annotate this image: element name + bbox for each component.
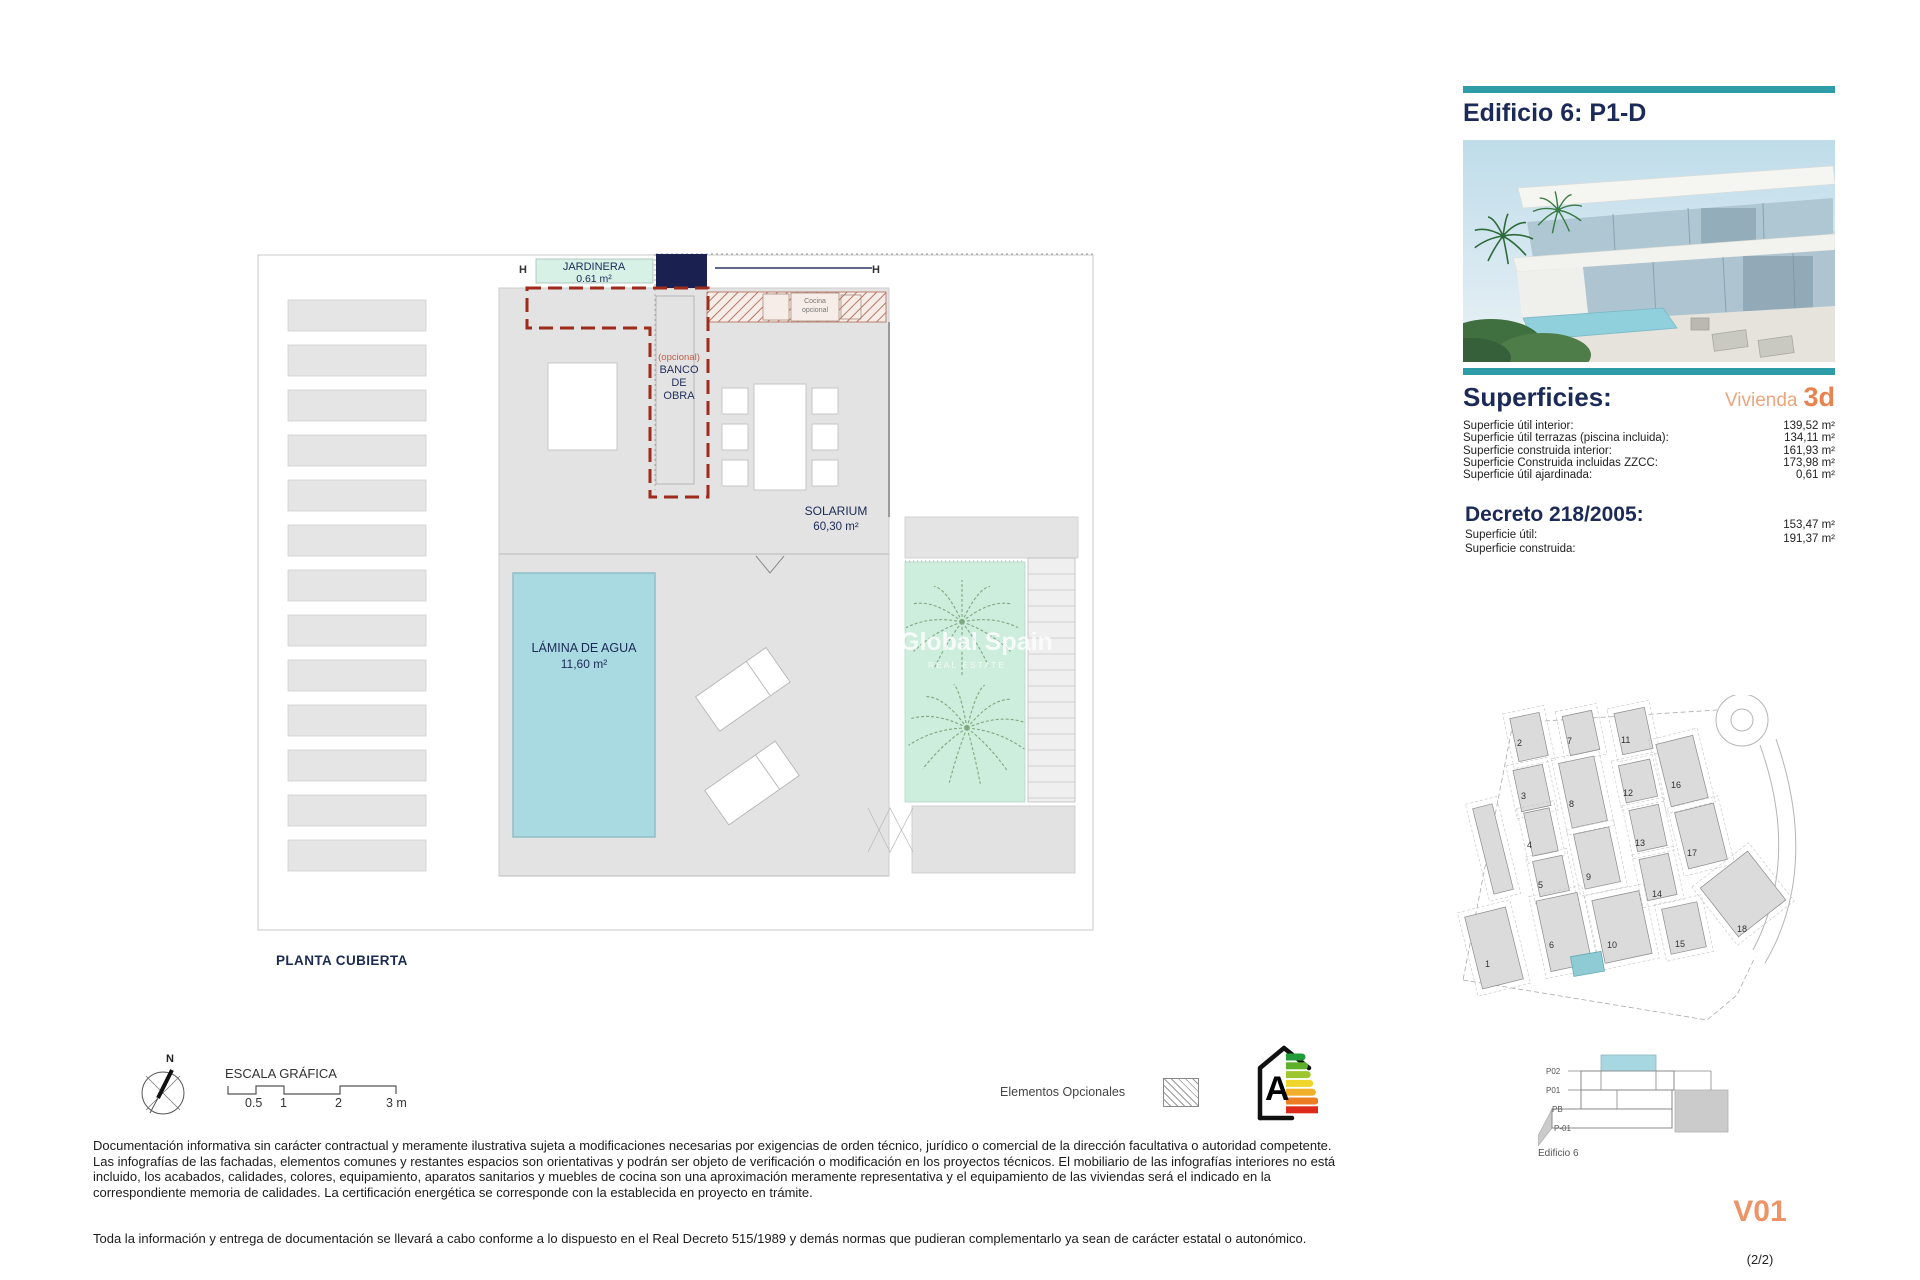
energy-rating-icon	[1246, 1038, 1318, 1122]
teal-divider	[1463, 368, 1835, 375]
hatch-box-label: opcional	[801, 307, 829, 314]
scale-title: ESCALA GRÁFICA	[225, 1066, 337, 1081]
siteplan-plot-number: 4	[1527, 840, 1533, 850]
outdoor-dining-set	[722, 384, 838, 490]
teal-divider	[1463, 86, 1835, 93]
disclaimer-paragraph: Toda la información y entrega de documentación se llevará a cabo conforme a lo dispuesto en el Real Decreto 515/1989 y demás normas que pudieran complementarlo ya sean de carácter estatal o autonómico.	[93, 1231, 1307, 1246]
scale-tick: 0.5	[245, 1096, 263, 1110]
pool-label: LÁMINA DE AGUA	[531, 641, 637, 655]
siteplan-plot-number: 17	[1687, 848, 1698, 858]
disclaimer-paragraph: Documentación informativa sin carácter contractual y meramente ilustrativa sujeta a modificaciones necesarias por exigencias de orden técnico, jurídico o comercial de la dirección facultativa o autoridad competente. Las infografías de las fachadas, elementos comunes y restantes espacios son orientativas y podrán ser objeto de verificación o modificación en los proyectos técnicos. El mobiliario de las infografías interiores no está incluido, los acabados, calidades, colores, equipamiento, aparatos sanitarios y muebles de cocina son una aproximación meramente representativa y el equipamiento de las viviendas será el indicado en la correspondiente memoria de calidades. La certificación energética se corresponde con la establecida en proyecto en trámite.	[93, 1138, 1336, 1200]
siteplan-plot-number: 5	[1538, 880, 1544, 890]
elevation-level-label: P01	[1546, 1086, 1561, 1095]
siteplan-plot-number: 15	[1675, 939, 1686, 949]
siteplan-plot-number: 7	[1567, 736, 1573, 746]
page-title: Edificio 6: P1-D	[1463, 99, 1647, 127]
north-and-scale	[110, 1040, 430, 1130]
energy-letter: A	[1265, 1070, 1290, 1108]
siteplan-plot-number: 11	[1621, 735, 1631, 745]
siteplan-plot-number: 14	[1652, 889, 1663, 899]
banco-opcional: (opcional)	[658, 352, 700, 363]
optional-elements-label: Elementos Opcionales	[1000, 1085, 1126, 1099]
decreto-values: 153,47 m² 191,37 m²	[1783, 519, 1835, 545]
decreto-title: Decreto 218/2005:	[1465, 503, 1644, 526]
elevation-building-label: Edificio 6	[1538, 1148, 1579, 1159]
superficies-row: Superficie útil terrazas (piscina incluida): 134,11 m²	[1463, 432, 1835, 445]
jardinera-area: 0.61 m²	[576, 273, 612, 285]
villa-render-image	[1463, 140, 1835, 362]
pool	[513, 573, 655, 837]
dim-mark-left: H	[519, 264, 527, 276]
watermark: Global Spain	[900, 628, 1053, 656]
siteplan-plot-number: 2	[1517, 738, 1523, 748]
scale-tick: 1	[280, 1096, 287, 1110]
rooflight	[548, 363, 617, 450]
planter-garden	[905, 562, 1025, 802]
building-section-key	[1538, 1044, 1738, 1164]
solarium-label: SOLARIUM	[804, 504, 868, 518]
decreto-labels: Superficie útil: Superficie construida:	[1465, 529, 1576, 555]
siteplan-plot-number: 13	[1635, 838, 1646, 848]
page-number: (2/2)	[1746, 1252, 1774, 1267]
siteplan-plot-number: 18	[1737, 924, 1748, 934]
superficies-row: Superficie útil interior: 139,52 m²	[1463, 420, 1835, 432]
siteplan-plot-number: 1	[1485, 959, 1491, 969]
elevation-level-label: P02	[1546, 1067, 1561, 1076]
superficies-row: Superficie Construida incluidas ZZCC: 173,98 m²	[1463, 456, 1835, 469]
banco-line: DE	[671, 377, 687, 389]
highlighted-level	[1601, 1055, 1656, 1071]
site-plan	[1455, 695, 1905, 1040]
scale-tick: 3 m	[386, 1096, 407, 1110]
superficies-title: Superficies:	[1463, 382, 1612, 412]
plan-caption: PLANTA CUBIERTA	[276, 953, 408, 968]
elevation-level-label: PB	[1552, 1105, 1563, 1114]
siteplan-plot-number: 9	[1586, 872, 1592, 882]
banco-line: BANCO	[659, 364, 699, 376]
siteplan-plot-number: 12	[1623, 788, 1634, 798]
scale-tick: 2	[335, 1096, 342, 1110]
banco-line: OBRA	[663, 390, 695, 402]
stair-core	[656, 254, 707, 288]
siteplan-plot-number: 6	[1549, 940, 1555, 950]
north-label: N	[166, 1053, 174, 1065]
hatch-legend-swatch	[1163, 1078, 1199, 1107]
watermark: REAL ESTATE	[928, 660, 1007, 670]
superficies-table	[1463, 420, 1835, 481]
jardinera-label: JARDINERA	[562, 261, 626, 273]
siteplan-plot-number: 16	[1671, 780, 1682, 790]
version-code: V01	[1733, 1195, 1787, 1228]
superficies-row: Superficie construida interior: 161,93 m²	[1463, 444, 1835, 457]
roof-floor-plan	[250, 248, 1100, 938]
hatch-box-label: Cocina	[804, 298, 826, 305]
elevation-level-label: P-01	[1554, 1124, 1571, 1133]
solarium-area: 60,30 m²	[813, 521, 859, 533]
siteplan-plot-number: 10	[1607, 940, 1618, 950]
superficies-row: Superficie útil ajardinada: 0,61 m²	[1463, 469, 1835, 482]
exterior-stairs	[1028, 558, 1075, 802]
dim-mark-right: H	[872, 264, 880, 276]
pool-area: 11,60 m²	[560, 657, 608, 671]
vivienda-label: Vivienda	[1724, 390, 1798, 411]
siteplan-plot-number: 3	[1521, 791, 1527, 801]
siteplan-plot-number: 8	[1569, 799, 1575, 809]
vivienda-code: 3d	[1803, 382, 1835, 412]
